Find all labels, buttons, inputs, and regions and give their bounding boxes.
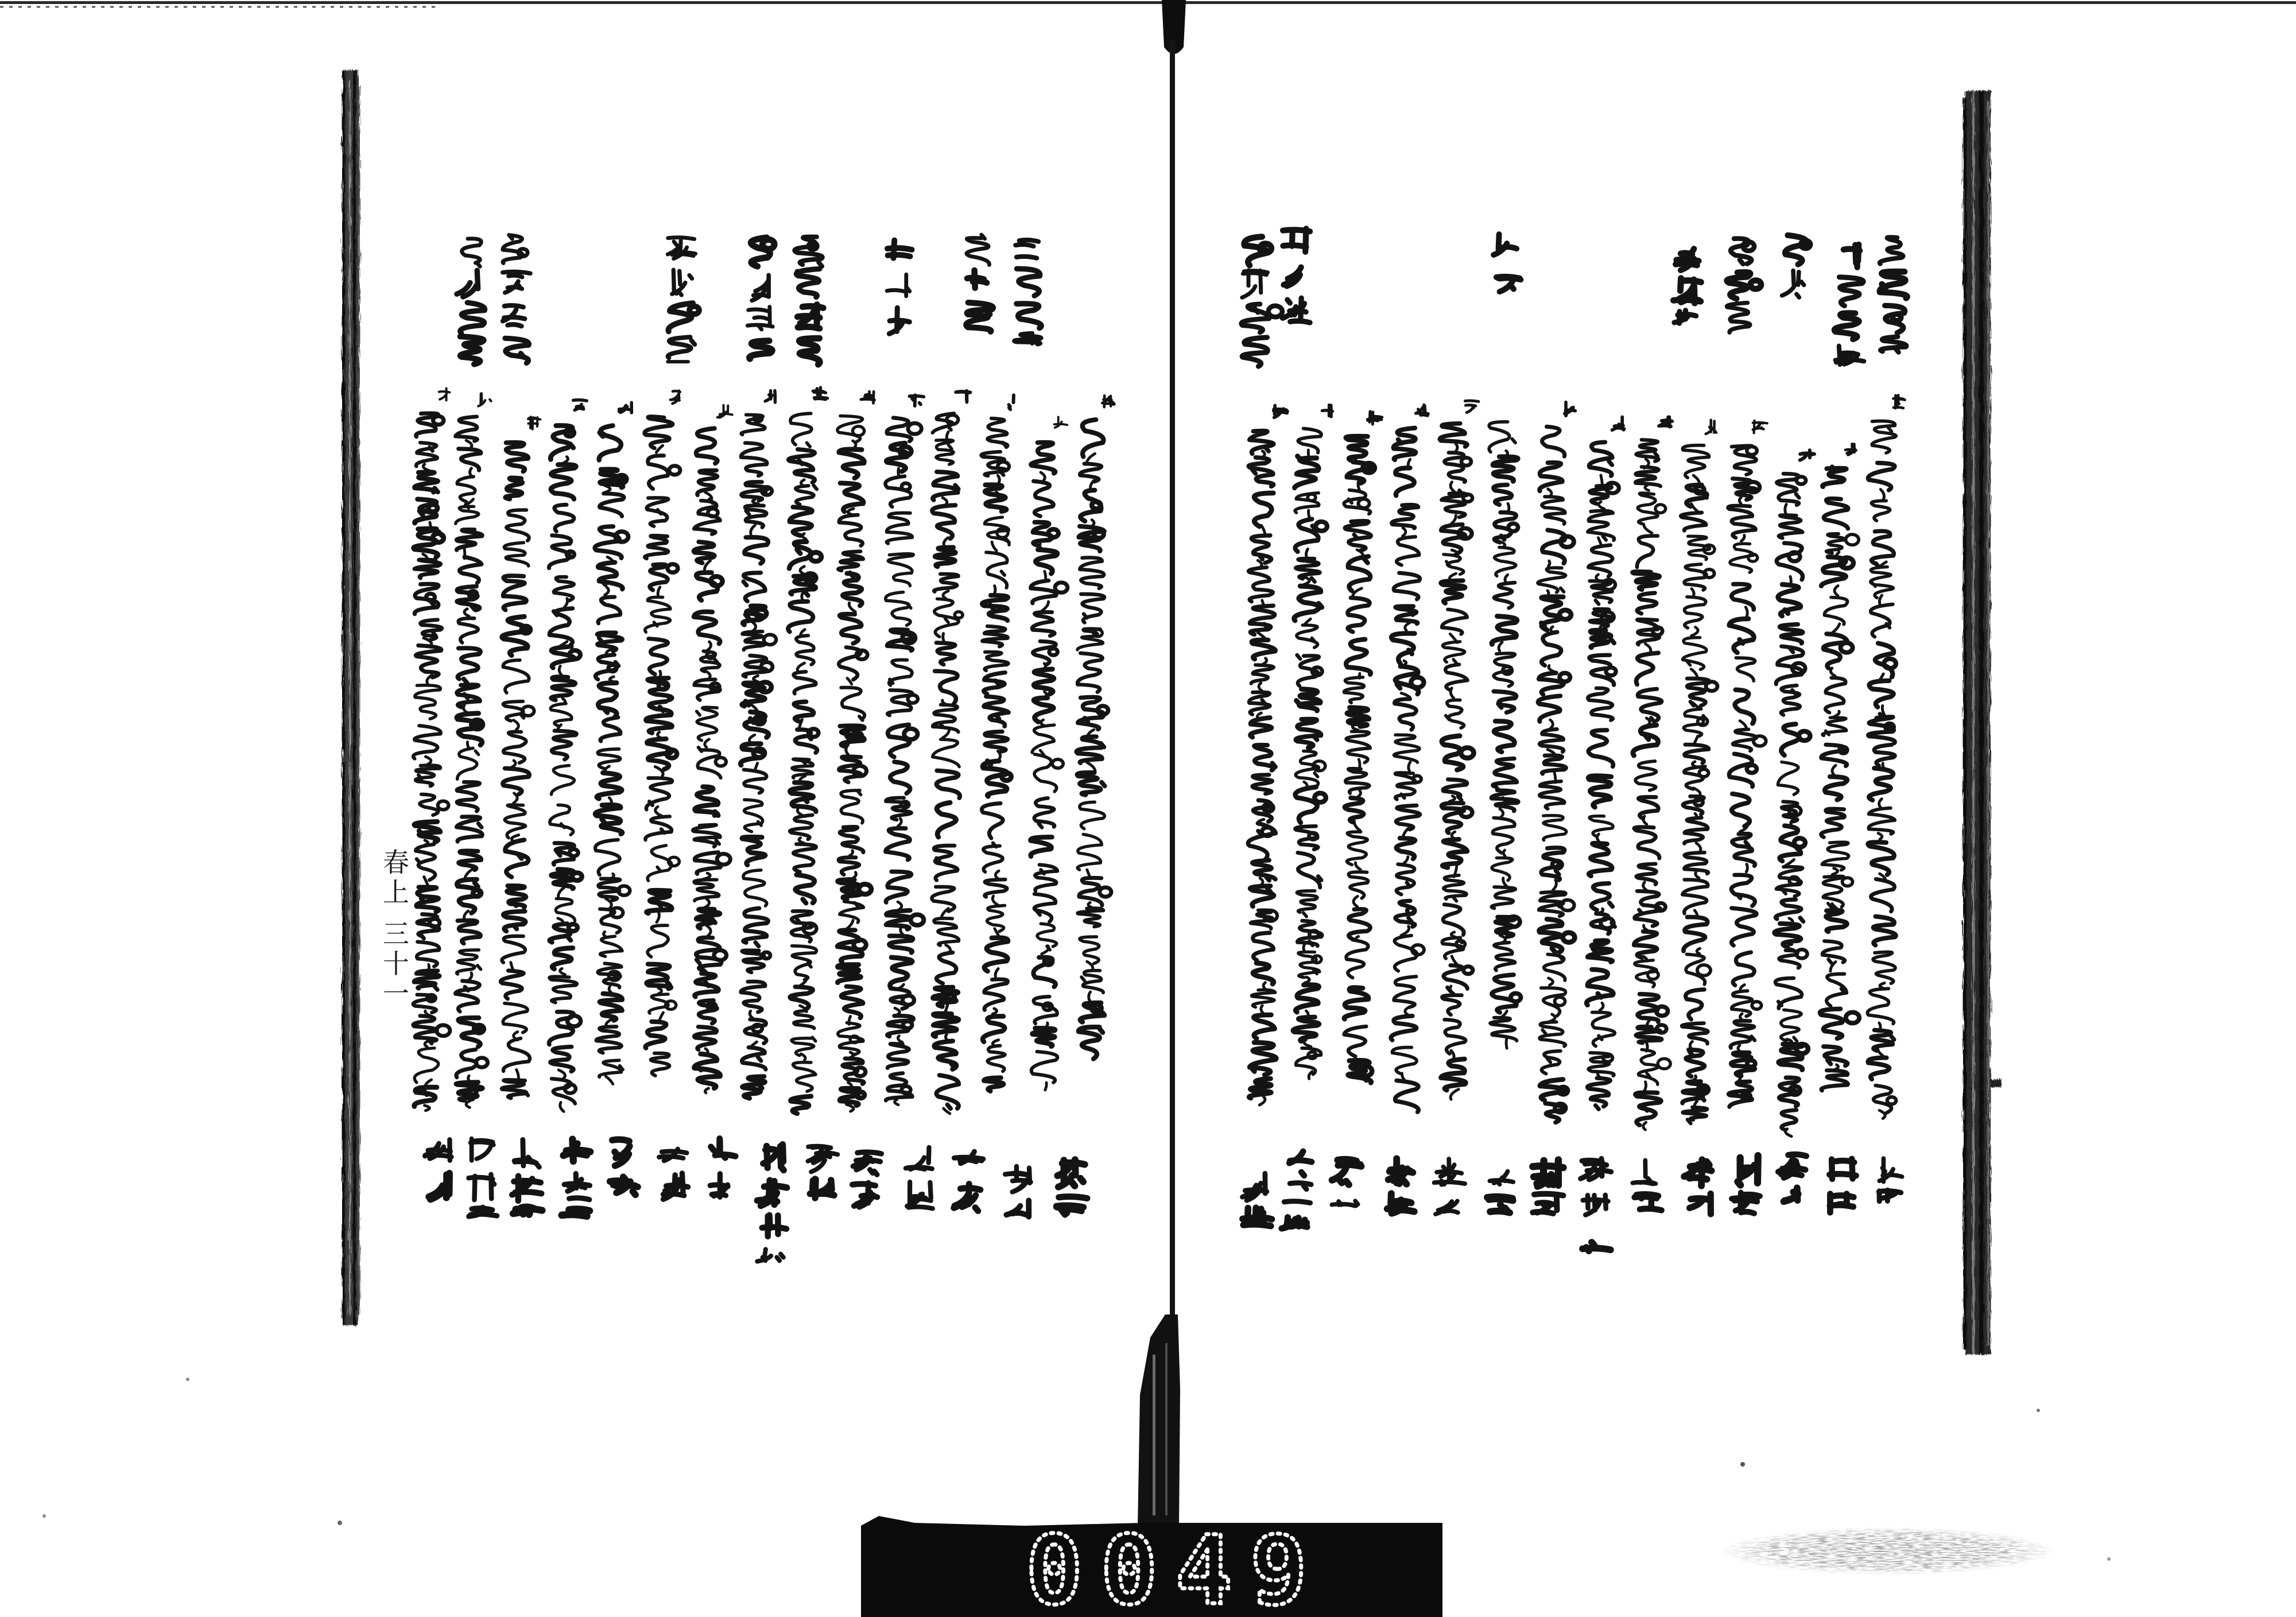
dust-speck — [186, 1378, 189, 1381]
ink-ligature — [1601, 475, 1603, 485]
left-border-line — [358, 86, 360, 1314]
ink-ligature — [1746, 607, 1747, 616]
ink-ligature — [947, 432, 948, 439]
ink-stroke — [1826, 909, 1847, 932]
gutter-line — [1170, 40, 1175, 1326]
ink-stroke — [935, 548, 955, 567]
right-border-band — [1965, 91, 1991, 1355]
ink-stroke — [1533, 1160, 1563, 1186]
ink-stroke — [456, 1082, 482, 1100]
ink-stroke — [933, 987, 958, 1007]
ink-ligature — [1503, 850, 1505, 856]
dust-speck — [2037, 1409, 2040, 1412]
dust-speck — [338, 1521, 342, 1525]
ink-ligature — [1597, 834, 1599, 841]
ink-stroke — [1282, 1217, 1307, 1229]
ink-ligature — [1359, 759, 1360, 767]
ink-ligature — [802, 592, 804, 599]
ink-ligature — [1645, 1082, 1646, 1091]
dust-speck — [1740, 1462, 1745, 1467]
right-border-line — [1963, 98, 1967, 1349]
right-border-tick — [1991, 1079, 2001, 1087]
ink-ligature — [1746, 864, 1747, 872]
ink-stroke — [1056, 1197, 1087, 1215]
left-page-border — [342, 70, 360, 1325]
ink-stroke — [469, 1207, 497, 1216]
right-border-line — [1987, 100, 1989, 1346]
right-border-line — [1979, 91, 1984, 1355]
gutter-clip-highlight — [1153, 1355, 1155, 1515]
left-border-line — [349, 80, 351, 1314]
top-rule — [0, 1, 2296, 4]
ink-stroke — [837, 965, 860, 983]
ink-ligature — [1506, 1039, 1507, 1048]
ink-stroke — [1347, 708, 1369, 727]
ink-stroke — [887, 630, 916, 650]
ink-ligature — [1785, 505, 1786, 514]
ink-ligature — [1045, 1083, 1046, 1090]
page-folio: 春上 三十一 — [379, 848, 410, 1010]
right-border-line — [1972, 91, 1975, 1355]
film-frame-plate — [861, 1515, 1442, 1617]
ink-stroke — [1395, 606, 1418, 623]
toner-smudge — [1722, 1527, 2055, 1575]
ink-stroke — [562, 1209, 589, 1216]
gutter-clip-highlight — [1165, 1343, 1168, 1515]
ink-ligature — [1549, 561, 1550, 566]
dust-speck — [2107, 1557, 2111, 1561]
poet-name — [1533, 1160, 1563, 1214]
left-border-line — [342, 70, 345, 1325]
left-border-line — [353, 70, 356, 1325]
dust-speck — [42, 1514, 46, 1518]
ink-ligature — [1508, 503, 1509, 511]
ink-stroke — [1880, 272, 1907, 298]
frame-number: 0049 — [1026, 1515, 1325, 1617]
ink-stroke — [797, 305, 823, 329]
ink-ligature — [1358, 482, 1360, 491]
